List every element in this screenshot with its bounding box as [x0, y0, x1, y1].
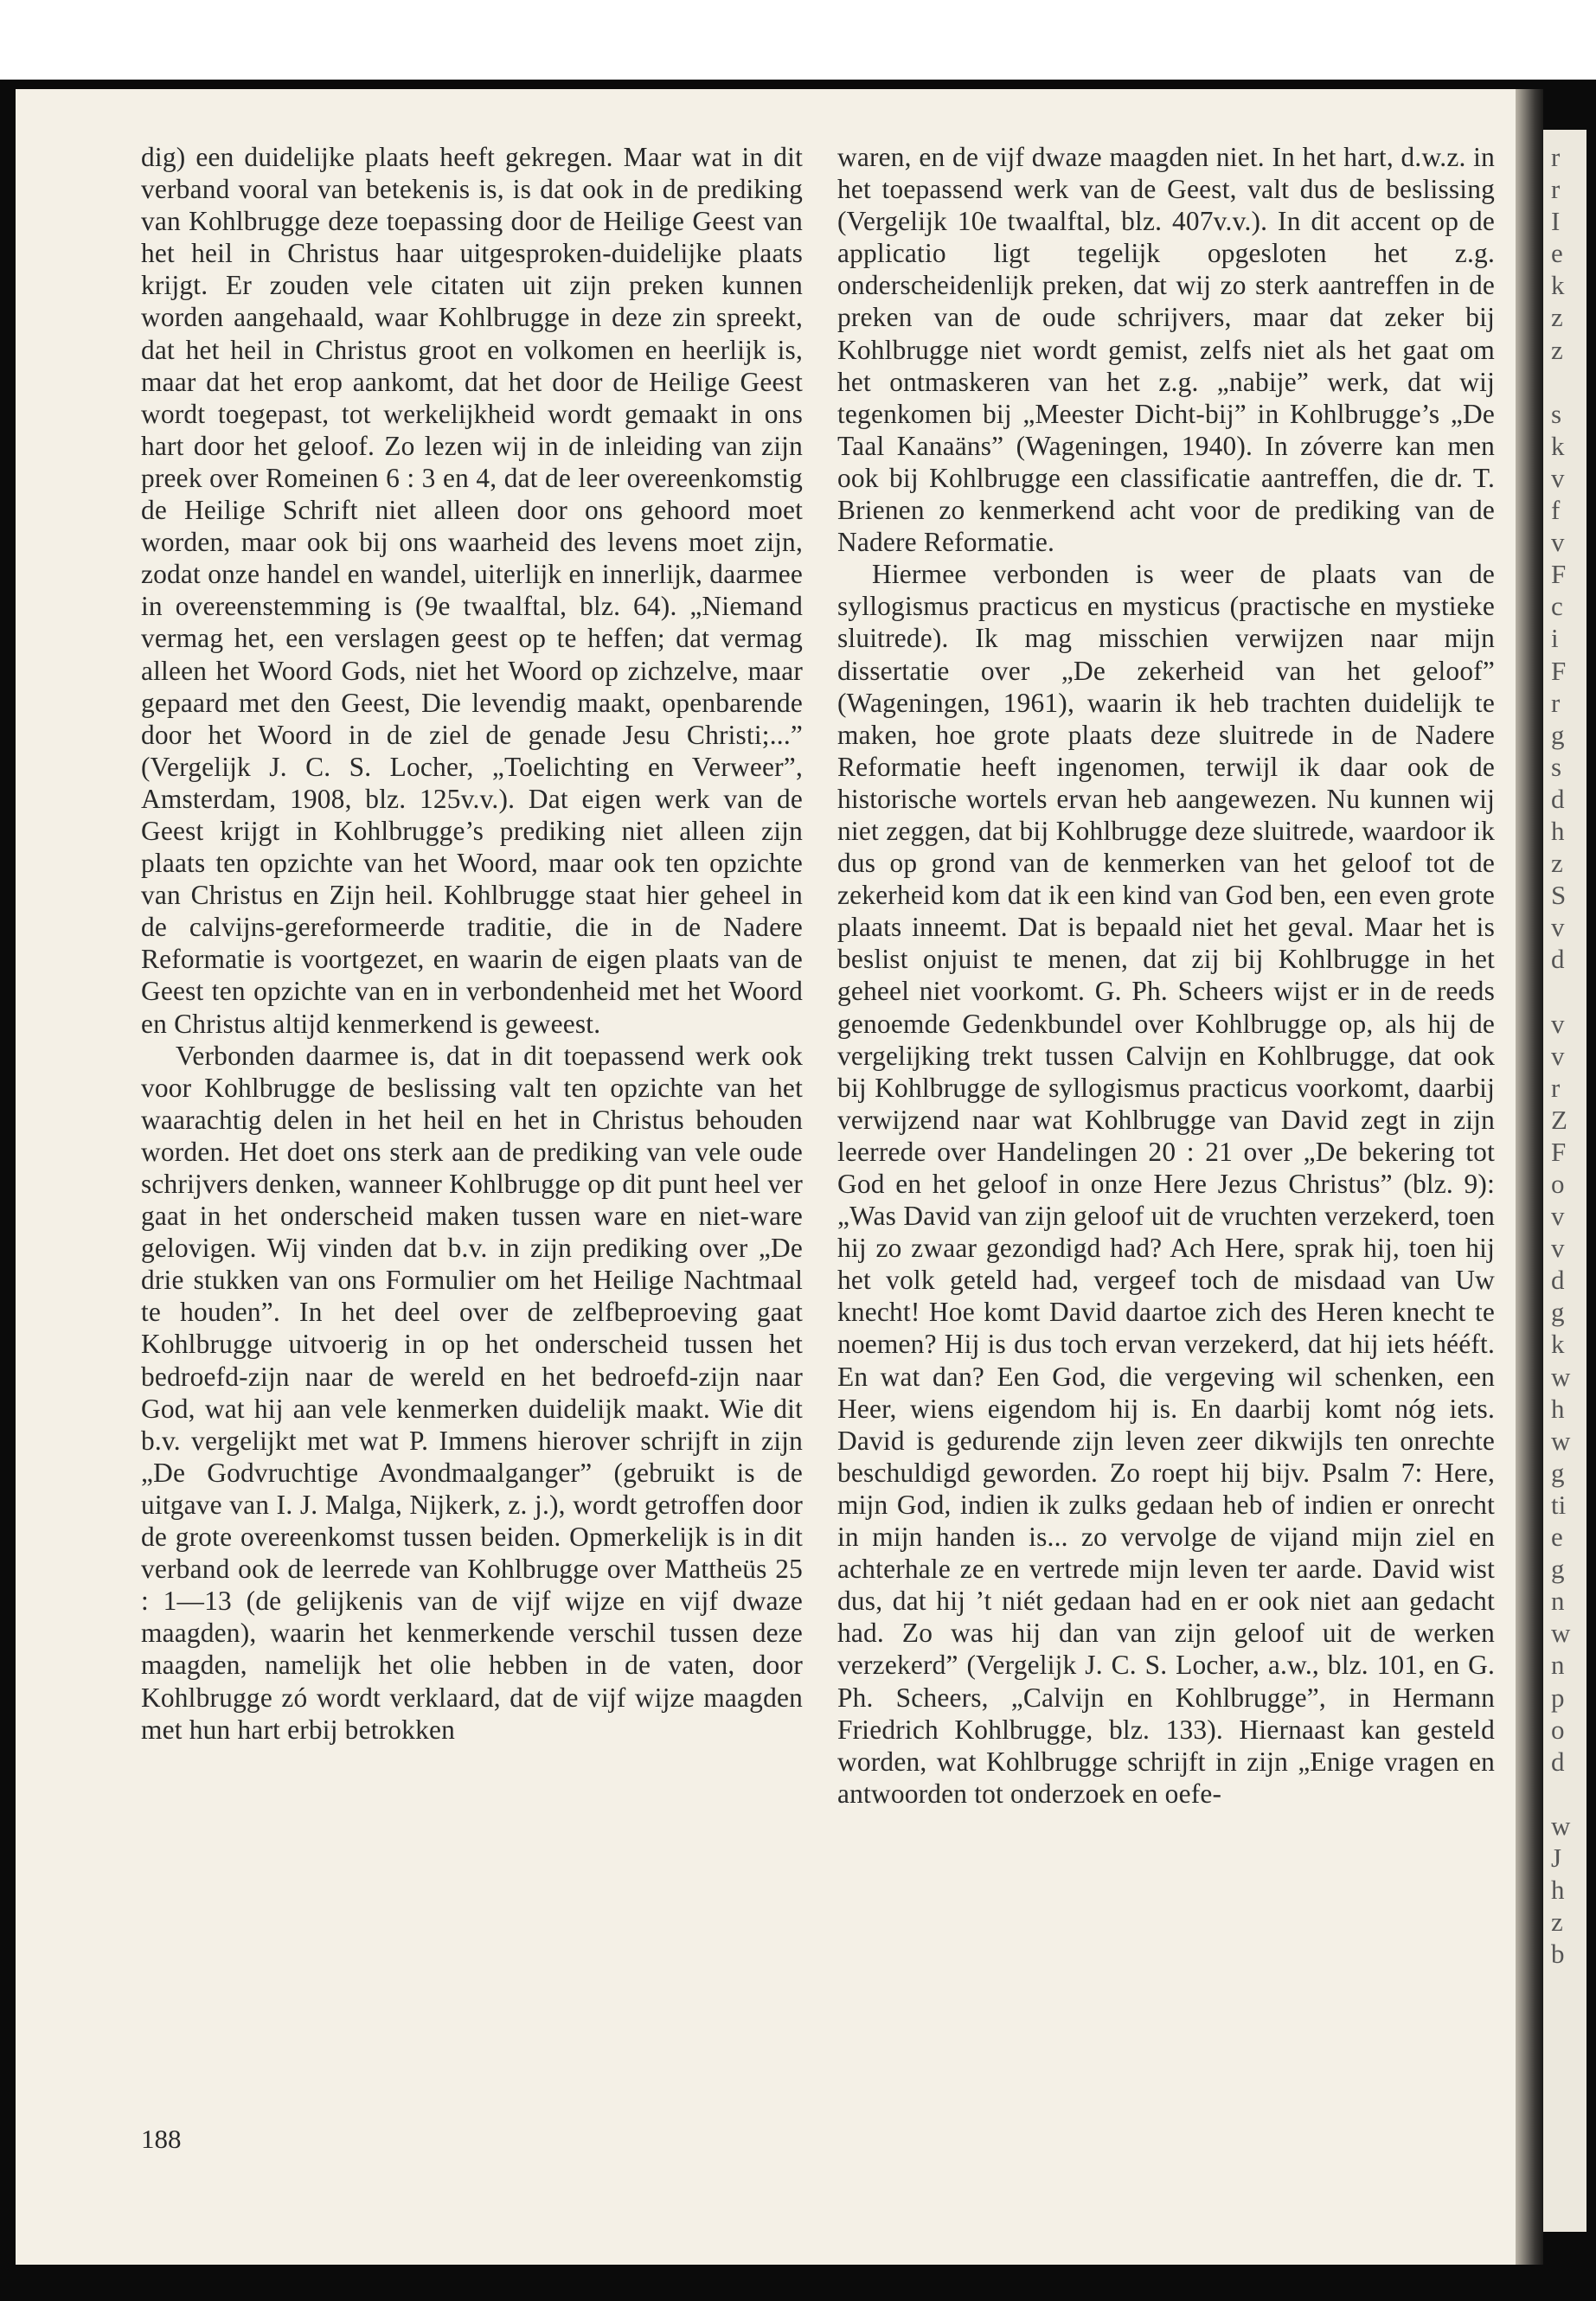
margin-letter: r — [1551, 142, 1561, 172]
margin-letter: o — [1551, 1169, 1565, 1199]
paragraph: Hiermee verbonden is weer de plaats van de syllogismus practicus en mysticus (practische en mystieke sluitrede). Ik mag misschien verwijzen naar mijn dissertatie over „De zekerheid van het geloof” (Wageningen, 1961), waarin ik heb trachten duidelijk te maken, hoe grote plaats deze sluitrede in de Nadere Reformatie heeft ingenomen, terwijl ik daar ook de historische wortels ervan heb aangewezen. Nu kunnen wij niet zeggen, dat bij Kohlbrugge deze sluitrede, waardoor ik dus op grond van de kenmerken van het geloof tot de zekerheid kom dat ik een kind van God ben, een even grote plaats inneemt. Dat is bepaald niet het geval. Maar het is beslist onjuist te menen, dat zij bij Kohlbrugge in het geheel niet voorkomt. G. Ph. Scheers wijst er in de reeds genoemde Gedenkbundel over Kohlbrugge op, als hij de vergelijking trekt tussen Calvijn en Kohlbrugge, dat ook bij Kohlbrugge de syllogismus practicus voorkomt, daarbij verwijzend naar wat Kohlbrugge van David zegt in zijn leerrede over Handelingen 20 : 21 over „De bekering tot God en het geloof in onze Here Jezus Christus” (blz. 9): „Was David van zijn geloof uit de vruchten verzekerd, toen hij zo zwaar gezondigd had? Ach Here, sprak hij, toen hij het volk geteld had, vergeef toch de misdaad van Uw knecht! Hoe komt David daartoe zich des Heren knecht te noemen? Hij is dus toch ervan verzekerd, dat hij iets hééft. En wat dan? Een God, die vergeving wil schenken, een Heer, wiens eigendom hij is. En daarbij komt nóg iets. David is gedurende zijn leven zeer dikwijls ten onrechte beschuldigd geworden. Zo roept hij bijv. Psalm 7: Here, mijn God, indien ik zulks gedaan heb of indien er onrecht in mijn handen is... zo vervolge de vijand mijn ziel en achterhale ze en vertrede mijn leven ter aarde. David wist dus, dat hij ’t niét gedaan had en er ook niet aan gedacht had. Zo was hij dan van zijn geloof uit de werken verzekerd” (Vergelijk J. C. S. Locher, a.w., blz. 101, en G. Ph. Scheers, „Calvijn en Kohlbrugge”, in Hermann Friedrich Kohlbrugge, blz. 133). Hiernaast kan gesteld worden, wat Kohlbrugge schrijft in zijn „Enige vragen en antwoorden tot onderzoek en oefe- — [837, 559, 1495, 1809]
margin-letter: e — [1551, 238, 1563, 269]
margin-letter: F — [1551, 655, 1567, 686]
margin-letter: z — [1551, 1907, 1563, 1938]
margin-letter — [1551, 975, 1586, 1007]
margin-letter: s — [1551, 751, 1562, 782]
margin-letter: v — [1551, 1233, 1565, 1264]
margin-letter: d — [1551, 944, 1565, 975]
margin-letter: k — [1551, 430, 1565, 461]
paragraph: dig) een duidelijke plaats heeft gekregen. Maar wat in dit verband vooral van betekenis is, is dat ook in de prediking van Kohlbrugge deze toepassing door de Heilige Geest van het heil in Christus haar uitgesproken-duidelijke plaats krijgt. Er zouden vele citaten uit zijn preken kunnen worden aangehaald, waar Kohlbrugge in deze zin spreekt, dat het heil in Christus groot en volkomen en heerlijk is, maar dat het erop aankomt, dat het door de Heilige Geest wordt toegepast, tot werkelijkheid wordt gemaakt in ons hart door het geloof. Zo lezen wij in de inleiding van zijn preek over Romeinen 6 : 3 en 4, dat de leer overeenkomstig de Heilige Schrift niet alleen door ons gehoord moet worden, maar ook bij ons waarheid des levens moet zijn, zodat onze handel en wandel, uiterlijk en innerlijk, daarmee in overeenstemming is (9e twaalftal, blz. 64). „Niemand vermag het, een verslagen geest op te heffen; dat vermag alleen het Woord Gods, niet het Woord op zichzelve, maar gepaard met den Geest, Die levendig maakt, openbarende door het Woord in de ziel de genade Jesu Christi;...” (Vergelijk J. C. S. Locher, „Toelichting en Verweer”, Amsterdam, 1908, blz. 125v.v.). Dat eigen werk van de Geest krijgt in Kohlbrugge’s prediking niet alleen zijn plaats ten opzichte van het Woord, maar ook ten opzichte van Christus en Zijn heil. Kohlbrugge staat hier geheel in de calvijns-gereformeerde traditie, die in de Nadere Reformatie is voortgezet, en waarin de eigen plaats van de Geest ten opzichte van en in verbondenheid met het Woord en Christus altijd kenmerkend is geweest. — [141, 142, 803, 1039]
adjacent-page-letters — [1551, 141, 1586, 1970]
margin-letter: i — [1551, 623, 1559, 654]
margin-letter: p — [1551, 1682, 1565, 1713]
paragraph: waren, en de vijf dwaze maagden niet. In het hart, d.w.z. in het toepassend werk van de Geest, valt dus de beslissing (Vergelijk 10e twaalftal, blz. 407v.v.). In dit accent op de applicatio ligt tegelijk opgesloten het z.g. onderscheidenlijk preken, dat wij zo sterk aantreffen in de preken van de oude schrijvers, maar dat zeker bij Kohlbrugge niet wordt gemist, zelfs niet als het gaat om het ontmaskeren van het z.g. „nabije” werk, dat wij tegenkomen bij „Meester Dicht-bij” in Kohlbrugge’s „De Taal Kanaäns” (Wageningen, 1940). In zóverre kan men ook bij Kohlbrugge een classificatie aantreffen, die dr. T. Brienen zo kenmerkend acht voor de prediking van de Nadere Reformatie. — [837, 142, 1495, 558]
page-gutter-shadow — [1516, 89, 1543, 2265]
margin-letter: v — [1551, 1201, 1565, 1232]
margin-letter: v — [1551, 462, 1565, 493]
margin-letter: c — [1551, 591, 1563, 622]
margin-letter: k — [1551, 1329, 1565, 1360]
margin-letter: v — [1551, 527, 1565, 558]
margin-letter: d — [1551, 1265, 1565, 1296]
margin-letter: s — [1551, 398, 1562, 429]
margin-letter: v — [1551, 912, 1565, 943]
right-column — [837, 141, 1495, 1810]
margin-letter: w — [1551, 1425, 1571, 1456]
margin-letter: ti — [1551, 1489, 1567, 1520]
margin-letter: h — [1551, 1875, 1565, 1906]
margin-letter: n — [1551, 1650, 1565, 1681]
margin-letter: b — [1551, 1939, 1565, 1970]
margin-letter: f — [1551, 495, 1561, 526]
margin-letter: o — [1551, 1714, 1565, 1745]
margin-letter: h — [1551, 815, 1565, 846]
margin-letter: S — [1551, 880, 1567, 911]
margin-letter: g — [1551, 1297, 1565, 1328]
margin-letter: I — [1551, 206, 1561, 237]
margin-letter: z — [1551, 848, 1563, 879]
margin-letter: n — [1551, 1586, 1565, 1617]
margin-letter: v — [1551, 1040, 1565, 1071]
margin-letter: k — [1551, 270, 1565, 301]
margin-letter — [1551, 366, 1586, 398]
margin-letter: r — [1551, 687, 1561, 718]
margin-letter: r — [1551, 1072, 1561, 1103]
margin-letter: g — [1551, 1457, 1565, 1488]
margin-letter — [1551, 1778, 1586, 1810]
margin-letter: z — [1551, 334, 1563, 365]
margin-letter: e — [1551, 1522, 1563, 1553]
margin-letter: r — [1551, 174, 1561, 205]
margin-letter: g — [1551, 1554, 1565, 1585]
margin-letter: w — [1551, 1361, 1571, 1392]
margin-letter: F — [1551, 1136, 1567, 1167]
margin-letter: d — [1551, 783, 1565, 814]
margin-letter: w — [1551, 1810, 1571, 1841]
margin-letter: g — [1551, 719, 1565, 750]
margin-letter: Z — [1551, 1104, 1567, 1135]
margin-letter: w — [1551, 1618, 1571, 1649]
margin-letter: z — [1551, 302, 1563, 333]
top-margin — [0, 0, 1596, 80]
left-column — [141, 141, 803, 1746]
paragraph: Verbonden daarmee is, dat in dit toepassend werk ook voor Kohlbrugge de beslissing valt ten opzichte van het waarachtig delen in het heil en het in Christus behouden worden. Het doet ons sterk aan de prediking van vele oude schrijvers denken, wanneer Kohlbrugge op dit punt heel ver gaat in het onderscheid maken tussen ware en niet-ware gelovigen. Wij vinden dat b.v. in zijn prediking over „De drie stukken van ons Formulier om het Heilige Nachtmaal te houden”. In het deel over de zelfbeproeving gaat Kohlbrugge uitvoerig in op het onderscheid tussen het bedroefd-zijn naar de wereld en het bedroefd-zijn naar God, wat hij aan vele kenmerken duidelijk maakt. Wie dit b.v. vergelijkt met wat P. Immens hierover schrijft in zijn „De Godvruchtige Avondmaalganger” (gebruikt is de uitgave van I. J. Malga, Nijkerk, z. j.), wordt getroffen door de grote overeenkomst tussen beiden. Opmerkelijk is in dit verband ook de leerrede van Kohlbrugge over Mattheüs 25 : 1—13 (de gelijkenis van de vijf wijze en vijf dwaze maagden), waarin het kenmerkende verschil tussen deze maagden, namelijk het olie hebben in de vaten, door Kohlbrugge zó wordt verklaard, dat de vijf wijze maagden met hun hart erbij betrokken — [141, 1040, 803, 1745]
margin-letter: F — [1551, 559, 1567, 590]
margin-letter: h — [1551, 1393, 1565, 1424]
page-number: 188 — [141, 2124, 182, 2154]
margin-letter: J — [1551, 1842, 1562, 1873]
margin-letter: v — [1551, 1008, 1565, 1039]
margin-letter: d — [1551, 1746, 1565, 1777]
